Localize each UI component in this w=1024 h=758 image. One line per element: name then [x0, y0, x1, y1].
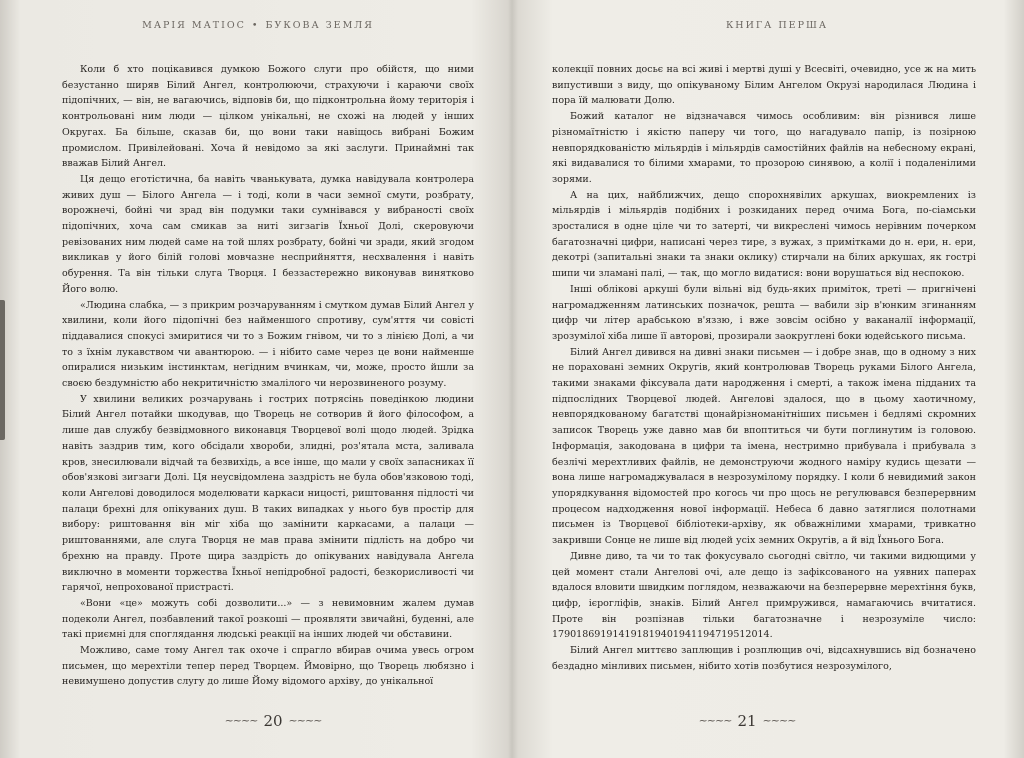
header-book-part: КНИГА ПЕРША — [725, 20, 829, 31]
page-number: 21 — [737, 712, 757, 730]
right-page — [510, 0, 1024, 758]
paragraph: Дивне диво, та чи то так фокусувало сьогодні світло, чи такими видющими у цей момент стали Ангелові очі, але дещо із зафіксованого на уявних паперах вдалося вловити швидким поглядом, незважаючи на безперервне мерехтіння букв, цифр, ієрогліфів, знаків. Білий Ангел примружився, намагаючись вчитатися. Проте він розпізнав тільки багатозначне і незрозуміле число: 17901869191419181940194119471951201​4. — [552, 550, 976, 641]
header-author: МАРІЯ МАТІОС — [142, 20, 246, 31]
left-page — [0, 0, 506, 758]
running-header-left — [30, 20, 486, 31]
folio-ornament: ~~~~ — [288, 714, 322, 727]
paragraph: Коли б хто поцікавився думкою Божого слуги про обійстя, що ними безустанно ширяв Білий Ангел, контролюючи, страхуючи і караючи своїх підопічних, — він, не вагаючись, відповів би, що підконтрольна йому територія і контрольовані ним люди — цілком унікальні, не схожі на людей у інших Округах. Ба більше, сказав би, що вони таки навіщось вибрані Божим промислом. Привілейовані. Хоча й невідомо за які заслуги. Принаймні так вважав Білий Ангел. — [62, 64, 474, 170]
paragraph: Інші облікові аркуші були вільні від будь-яких приміток, треті — пригнічені нагромадженням латинських позначок, решта — вабили зір в'юнким згинанням цифр чи літер арабською в'яззю, і вже зовсім осібно у ваканалії інформації, зрозумілої хіба лише її авторові, прозирали заокруглені боки юдейського письма. — [552, 283, 976, 342]
paragraph: У хвилини великих розчарувань і гострих потрясінь поведінкою людини Білий Ангел потайки шкодував, що Творець не сотворив й його філософом, а лише дав службу безвідмовного виконавця Творцевої волі щодо людей. Зрідка навіть заздрив тим, кого обсідали хвороби, злидні, роз'ятала мста, заливала кров, знесилювали відчай та безвихідь, а все інше, що мали у своїх запасниках її обов'язкові зигзаги Долі. Ця неусвідомлена заздрість не була обов'язковою тоді, коли Ангелові доводилося моделювати каркаси ницості, риштовання підлості чи палаци брехні для опікуваних душ. В таких випадках у нього був простір для вибору: риштовання він міг хіба що замінити каркасами, а палаци — риштованнями, але слуга Творця не мав права змінити підлість на добро чи брехню на правду. Проте щира заздрість до опікуваних навідувала Ангела виключно в моменти торжества Їхньої непідробної радості, безкорисливості чи гарячої, непрохованої пристрасті. — [62, 393, 474, 594]
header-book-title: БУКОВА ЗЕМЛЯ — [265, 20, 374, 31]
paragraph: Ця дещо еготістична, ба навіть чванькувата, думка навідувала контролера живих душ — Білого Ангела — і тоді, коли в часи земної смути, розбрату, ворожнечі, бойні чи зрад він подумки таки сумнівався у вибраності своїх підопічних, хоча сам смикав за ниті зигзагів Їхньої Долі, скеровуючи ревізованих ним людей саме на той шлях розбрату, бойні чи зради, який згодом викликав у його білій голові мовчазне несприйняття, несхвалення і навіть обурення. Та він тільки слуга Творця. І беззастережно виконував винятково Його волю. — [62, 173, 474, 295]
paragraph: Білий Ангел дивився на дивні знаки письмен — і добре знав, що в одному з них не пораховані земних Округів, який контролював Творець руками Білого Ангела, такими знаками фіксувала дати народження і смерті, а також імена підданих та підпослідних Творцевої людей. Ангелові здалося, що в цьому хаотичному, невпорядкованому багатстві щонайрізноманітніших письмен і бедлямі скромних записок Творець уже давно мав би впоптиться чи бути поглинутим із головою. Інформація, закодована в цифри та імена, нестримно прибувала і прибувала з безлічі мерехтливих файлів, не демонструючи жодного наміру кудись щезати — вона лише нагромаджувалася в незрозумілому порядку. І коли б невидимий закон упорядкування відомостей про когось чи про щось не регулювався безперервним процесом надходження нової інформації. Небеса б давно затяглися полотнами письмен із Творцевої бібліотеки-архіву, як обважнілими хмарами, тривкатно закривши Сонце не лише від людей усіх земних Округів, а й від Їхнього Бога. — [552, 346, 976, 547]
paragraph: А на цих, найближчих, дещо спорохнявілих аркушах, виокремлених із мільярдів і мільярдів подібних і розкиданих перед очима Бога, по-сіамськи зросталися в одне ціле чи то затерті, чи викреслені чимось нерівним почерком багатозначні цифри, написані через тире, з вужах, з примітками до н. ери, н. ери, декотрі (запитальні знаки та знаки оклику) стирчали на білих аркушах, як гострі шипи чи зламані палі, — так, що могло видатися: вони ворушаться від неспокою. — [552, 189, 976, 280]
page-number: 20 — [263, 712, 283, 730]
folio-ornament: ~~~~ — [224, 714, 258, 727]
left-page-text — [62, 62, 474, 690]
folio-ornament: ~~~~ — [698, 714, 732, 727]
right-page-text — [552, 62, 976, 674]
paragraph: Можливо, саме тому Ангел так охоче і спрагло вбирав очима увесь огром письмен, що мерехтіли тепер перед Творцем. Ймовірно, що Творець любязно і невимушено допустив слугу до лише Йому відомого архіву, до унікальної — [62, 645, 474, 688]
paragraph: колекції повних досьє на всі живі і мертві душі у Всесвіті, очевидно, усе ж на мить випустивши з виду, що опікуваному Білим Ангелом Окрузі народилася Людина і пора їй малювати Долю. — [552, 64, 976, 107]
page-number-right — [510, 712, 984, 730]
folio-ornament: ~~~~ — [762, 714, 796, 727]
paragraph: Божий каталог не відзначався чимось особливим: він різнився лише різномаїтністю і якістю паперу чи того, що нагадувало папір, із позірною невпорядкованістю мільярдів і мільярдів самостійних файлів на небесному екрані, які видавалися то білими хмарами, то прозорою синявою, а колії і подаленілими зорями. — [552, 111, 976, 185]
header-separator: • — [251, 20, 260, 31]
page-number-left — [40, 712, 506, 730]
paragraph: «Вони «це» можуть собі дозволити...» — з невимовним жалем думав подеколи Ангел, позбавлений такої розкоші — проявляти звичайні, буденні, але такі приємні для споглядання людські реакції на інших людей чи обставини. — [62, 597, 474, 641]
paragraph: Білий Ангел миттєво заплющив і розплющив очі, відсахнувшись від бозначено бездадно мінливих письмен, нібито хотів позбутися незрозумілого, — [552, 645, 976, 672]
paragraph: «Людина слабка, — з прикрим розчаруванням і смутком думав Білий Ангел у хвилини, коли його підопічні без найменшого спротиву, сум'яття чи совісті піддавалися спокусі змиритися чи то з Божим гнівом, чи то з лінією Долі, а чи то з їхнім лукавством чи авантюрою. — і нібито саме через це вони найменше опиралися низьким інстинктам, негідним вчинкам, чи, може, просто йшли за своєю бездумністю або некритичністю змалілого чи нерозвиненого розуму. — [62, 299, 474, 390]
running-header-right — [550, 20, 1004, 31]
